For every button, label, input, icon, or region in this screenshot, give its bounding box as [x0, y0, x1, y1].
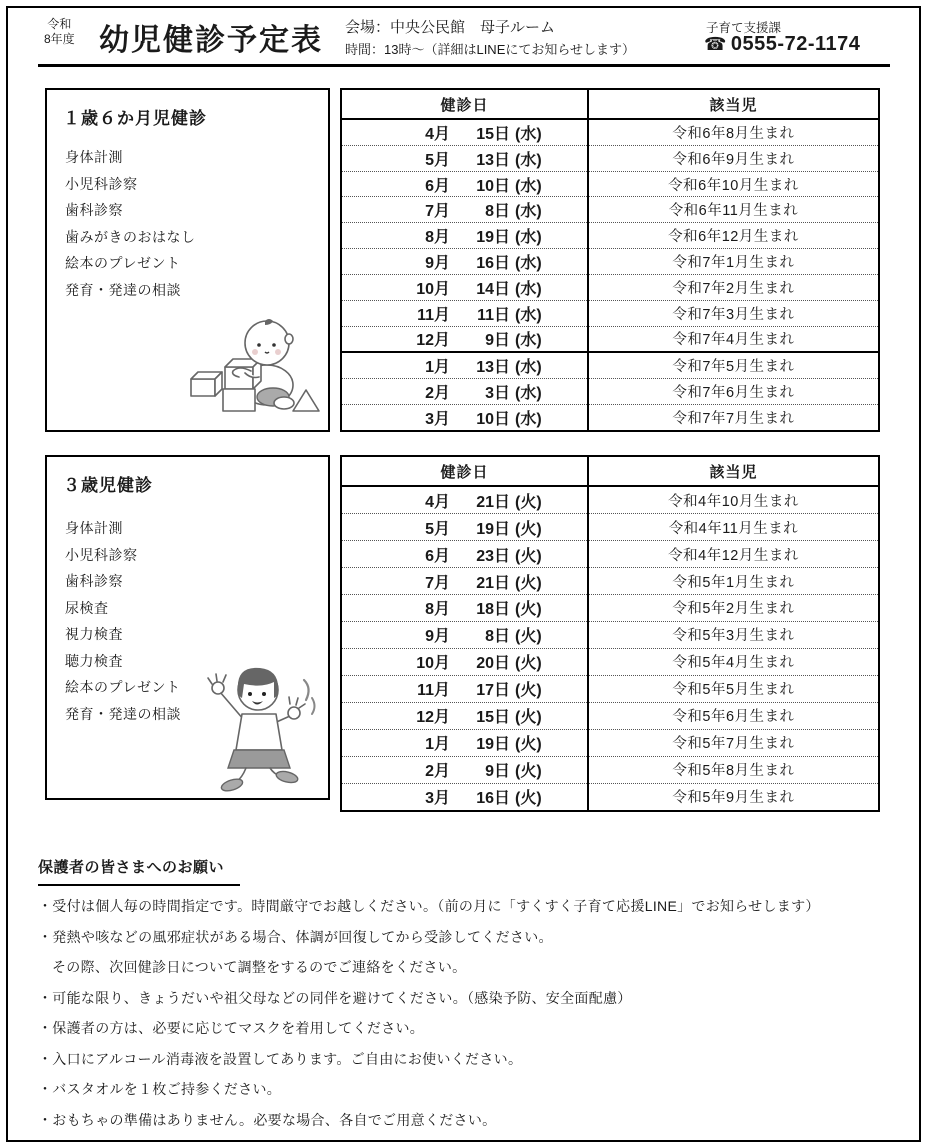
schedule-row	[341, 119, 879, 145]
schedule-row	[341, 249, 879, 275]
checkup-date-cell	[341, 541, 588, 568]
era-line2: 8年度	[44, 32, 75, 46]
date-part: 11月	[417, 306, 450, 324]
checkup-date-cell	[341, 405, 588, 431]
note-line: ・保護者の方は、必要に応じてマスクを着用してください。	[38, 1020, 425, 1036]
eligible-children-cell: 令和6年11月生まれ	[588, 197, 879, 223]
header-divider	[38, 64, 890, 67]
date-part: 6月	[425, 177, 450, 195]
date-part: 8月	[425, 229, 450, 247]
date-part: 3日	[485, 385, 510, 403]
phone-number	[704, 33, 860, 56]
eligible-children-cell: 令和5年2月生まれ	[588, 595, 879, 622]
phone-icon: ☎	[704, 34, 727, 54]
checkup-date-cell	[341, 352, 588, 378]
date-part: 1月	[425, 359, 450, 377]
schedule-row	[341, 379, 879, 405]
date-part: (火)	[515, 520, 542, 538]
column-header-eligible-children: 該当児	[588, 89, 879, 119]
checkup-date-cell	[341, 729, 588, 756]
checkup-date-cell	[341, 486, 588, 514]
date-part: (水)	[515, 411, 542, 429]
date-part: 14日	[476, 280, 510, 298]
eligible-children-cell: 令和4年10月生まれ	[588, 486, 879, 514]
checkup-item: 歯科診察	[65, 573, 123, 589]
checkup-date-cell	[341, 249, 588, 275]
checkup-date-cell	[341, 568, 588, 595]
date-part: 10日	[476, 411, 510, 429]
eligible-children-cell: 令和7年7月生まれ	[588, 405, 879, 431]
date-part: 7月	[425, 203, 450, 221]
checkup-item: 聴力検査	[65, 652, 123, 669]
date-part: 4月	[425, 493, 450, 511]
date-part: 3月	[425, 790, 450, 808]
eligible-children-cell: 令和5年1月生まれ	[588, 568, 879, 595]
era-line1: 令和	[47, 17, 72, 31]
time-text: 時間：13時～（詳細はLINEにてお知らせします）	[345, 42, 635, 57]
date-part: (水)	[515, 385, 542, 403]
phone-digits: 0555-72-1174	[730, 33, 861, 55]
eligible-children-cell: 令和7年6月生まれ	[588, 379, 879, 405]
date-part: 19日	[476, 520, 510, 538]
schedule-row	[341, 197, 879, 223]
date-part: (火)	[515, 574, 542, 592]
date-part: 10日	[476, 177, 510, 195]
date-part: 11月	[417, 682, 450, 700]
checkup-date-cell	[341, 783, 588, 811]
schedule-row	[341, 729, 879, 756]
schedule-table-3year	[340, 455, 880, 812]
date-part: (水)	[515, 203, 542, 221]
date-part: 17日	[476, 682, 510, 700]
checkup-item: 小児科診察	[65, 546, 138, 563]
schedule-row	[341, 621, 879, 648]
date-part: 19日	[476, 736, 510, 754]
schedule-row	[341, 405, 879, 431]
eligible-children-cell: 令和6年9月生まれ	[588, 145, 879, 171]
eligible-children-cell: 令和6年8月生まれ	[588, 119, 879, 145]
date-part: (水)	[515, 306, 542, 324]
checkup-date-cell	[341, 119, 588, 145]
date-part: (水)	[515, 151, 542, 169]
schedule-row	[341, 702, 879, 729]
date-part: 13日	[476, 359, 510, 377]
date-part: (水)	[515, 280, 542, 298]
checkup-item: 身体計測	[65, 520, 123, 536]
date-part: 8日	[485, 203, 510, 221]
date-part: 10月	[416, 280, 450, 298]
checkup-date-cell	[341, 595, 588, 622]
schedule-row	[341, 568, 879, 595]
date-part: 20日	[476, 655, 510, 673]
date-part: 21日	[476, 493, 510, 511]
schedule-row	[341, 486, 879, 514]
date-part: (火)	[515, 493, 542, 511]
section-title: １歳６か月児健診	[63, 109, 207, 128]
checkup-date-cell	[341, 702, 588, 729]
eligible-children-cell: 令和7年5月生まれ	[588, 352, 879, 378]
checkup-date-cell	[341, 621, 588, 648]
section-18month-checkup	[45, 88, 330, 432]
section-3year-checkup	[45, 455, 330, 800]
date-part: 15日	[476, 709, 510, 727]
fiscal-year-label	[44, 17, 75, 47]
date-part: 5月	[425, 520, 450, 538]
checkup-item-list	[65, 150, 196, 309]
date-part: 1月	[425, 736, 450, 754]
table-header-row	[341, 456, 879, 486]
eligible-children-cell: 令和5年5月生まれ	[588, 675, 879, 702]
checkup-date-cell	[341, 171, 588, 197]
column-header-checkup-date: 健診日	[341, 89, 588, 119]
checkup-date-cell	[341, 514, 588, 541]
date-part: (火)	[515, 601, 542, 619]
checkup-date-cell	[341, 274, 588, 300]
schedule-row	[341, 223, 879, 249]
department-text: 子育て支援課	[706, 21, 782, 35]
page-title: 幼児健診予定表	[99, 24, 323, 57]
note-line: その際、次回健診日について調整をするのでご連絡をください。	[52, 959, 467, 975]
date-part: (水)	[515, 332, 542, 350]
date-part: (水)	[515, 255, 542, 272]
schedule-row	[341, 514, 879, 541]
eligible-children-cell: 令和7年2月生まれ	[588, 274, 879, 300]
checkup-date-cell	[341, 326, 588, 352]
eligible-children-cell: 令和6年10月生まれ	[588, 171, 879, 197]
schedule-row	[341, 171, 879, 197]
schedule-row	[341, 274, 879, 300]
eligible-children-cell: 令和5年7月生まれ	[588, 729, 879, 756]
checkup-date-cell	[341, 145, 588, 171]
date-part: 16日	[476, 790, 510, 808]
note-line: ・発熱や咳などの風邪症状がある場合、体調が回復してから受診してください。	[38, 928, 553, 945]
date-part: 9日	[485, 332, 510, 350]
notes-list	[38, 899, 898, 1127]
checkup-date-cell	[341, 648, 588, 675]
note-line: ・おもちゃの準備はありません。必要な場合、各自でご用意ください。	[38, 1111, 497, 1128]
date-part: 7月	[425, 574, 450, 592]
date-part: 16日	[476, 255, 510, 272]
schedule-row	[341, 326, 879, 352]
checkup-item: 絵本のプレゼント	[65, 679, 181, 695]
eligible-children-cell: 令和6年12月生まれ	[588, 223, 879, 249]
checkup-item: 発育・発達の相談	[65, 705, 181, 722]
schedule-row	[341, 756, 879, 783]
date-part: 8日	[485, 628, 510, 646]
date-part: 9日	[485, 763, 510, 781]
checkup-date-cell	[341, 675, 588, 702]
jumping-child-illustration	[200, 658, 322, 798]
date-part: 5月	[425, 151, 450, 169]
note-line: ・入口にアルコール消毒液を設置してあります。ご自由にお使いください。	[38, 1050, 523, 1067]
column-header-checkup-date: 健診日	[341, 456, 588, 486]
date-part: (火)	[515, 547, 542, 565]
date-part: (火)	[515, 709, 542, 727]
date-part: 21日	[476, 574, 510, 592]
schedule-row	[341, 145, 879, 171]
schedule-row	[341, 300, 879, 326]
eligible-children-cell: 令和7年1月生まれ	[588, 249, 879, 275]
date-part: (火)	[515, 682, 542, 700]
venue-text: 会場：中央公民館 母子ルーム	[345, 19, 556, 36]
schedule-row	[341, 541, 879, 568]
schedule-row	[341, 648, 879, 675]
note-line: ・バスタオルを１枚ご持参ください。	[38, 1081, 282, 1097]
checkup-date-cell	[341, 379, 588, 405]
date-part: 10月	[416, 655, 450, 673]
date-part: (水)	[515, 177, 542, 195]
date-part: 9月	[425, 628, 450, 646]
schedule-row	[341, 783, 879, 811]
schedule-row	[341, 675, 879, 702]
date-part: 2月	[425, 385, 450, 403]
date-part: 18日	[476, 601, 510, 619]
checkup-date-cell	[341, 300, 588, 326]
eligible-children-cell: 令和7年4月生まれ	[588, 326, 879, 352]
eligible-children-cell: 令和4年12月生まれ	[588, 541, 879, 568]
date-part: 11日	[477, 306, 510, 324]
checkup-item: 視力検査	[65, 626, 123, 642]
date-part: 3月	[425, 411, 450, 429]
date-part: (水)	[515, 125, 542, 143]
notes-section	[38, 856, 898, 1143]
checkup-item: 身体計測	[65, 149, 123, 165]
note-line: ・受付は個人毎の時間指定です。時間厳守でお越しください。（前の月に「すくすく子育て応援LINE」でお知らせします）	[38, 898, 820, 914]
date-part: (水)	[515, 359, 542, 377]
checkup-item: 小児科診察	[65, 175, 138, 192]
baby-playing-blocks-illustration	[181, 313, 326, 426]
eligible-children-cell: 令和5年3月生まれ	[588, 621, 879, 648]
checkup-item: 歯みがきのおはなし	[65, 228, 196, 245]
column-header-eligible-children: 該当児	[588, 456, 879, 486]
eligible-children-cell: 令和5年4月生まれ	[588, 648, 879, 675]
eligible-children-cell: 令和4年11月生まれ	[588, 514, 879, 541]
date-part: 15日	[476, 125, 510, 143]
checkup-item: 発育・発達の相談	[65, 281, 181, 298]
date-part: 23日	[476, 547, 510, 565]
checkup-date-cell	[341, 223, 588, 249]
date-part: 6月	[425, 547, 450, 565]
date-part: (火)	[515, 628, 542, 646]
date-part: 2月	[425, 763, 450, 781]
checkup-item: 尿検査	[65, 599, 109, 616]
date-part: (火)	[515, 790, 542, 808]
date-part: (火)	[515, 736, 542, 754]
date-part: 12月	[416, 332, 450, 350]
checkup-item: 歯科診察	[65, 202, 123, 218]
date-part: 19日	[476, 229, 510, 247]
checkup-item: 絵本のプレゼント	[65, 255, 181, 271]
checkup-date-cell	[341, 197, 588, 223]
eligible-children-cell: 令和5年9月生まれ	[588, 783, 879, 811]
date-part: 12月	[416, 709, 450, 727]
schedule-row	[341, 595, 879, 622]
date-part: 9月	[425, 255, 450, 272]
eligible-children-cell: 令和5年8月生まれ	[588, 756, 879, 783]
date-part: 13日	[476, 151, 510, 169]
date-part: (水)	[515, 229, 542, 247]
schedule-row	[341, 352, 879, 378]
date-part: (火)	[515, 763, 542, 781]
section-title: ３歳児健診	[63, 476, 153, 495]
note-line: ・可能な限り、きょうだいや祖父母などの同伴を避けてください。（感染予防、安全面配慮）	[38, 989, 632, 1006]
eligible-children-cell: 令和7年3月生まれ	[588, 300, 879, 326]
eligible-children-cell: 令和5年6月生まれ	[588, 702, 879, 729]
checkup-date-cell	[341, 756, 588, 783]
date-part: 4月	[425, 125, 450, 143]
date-part: 8月	[425, 601, 450, 619]
table-header-row	[341, 89, 879, 119]
schedule-table-18month	[340, 88, 880, 432]
notes-heading: 保護者の皆さまへのお願い	[38, 856, 240, 886]
checkup-item-list	[65, 521, 181, 733]
date-part: (火)	[515, 655, 542, 673]
